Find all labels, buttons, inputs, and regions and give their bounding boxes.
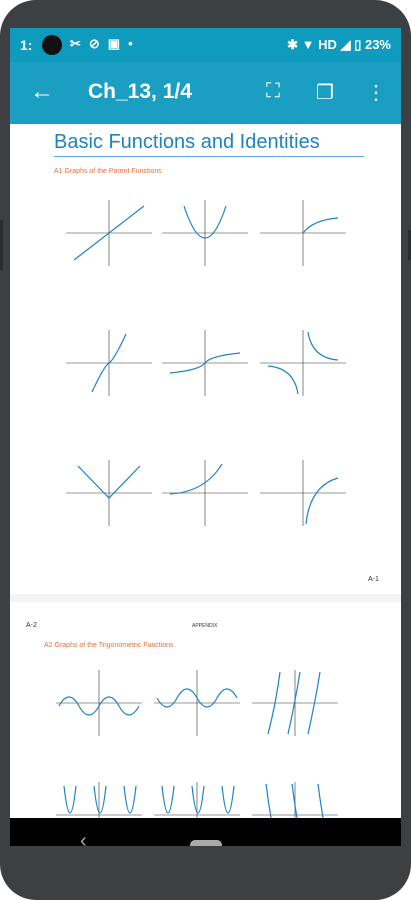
page-number: A-1 <box>368 576 379 583</box>
signal-icon: ◢ <box>340 37 351 52</box>
status-right <box>287 37 391 53</box>
page-heading: Basic Functions and Identities <box>54 131 320 153</box>
status-time: 1: <box>20 37 33 53</box>
app-toolbar <box>10 62 401 124</box>
page1-function-plot <box>64 458 154 528</box>
function-curve <box>306 478 338 524</box>
page2-function-plot <box>250 780 340 818</box>
page2-function-plot <box>152 780 242 818</box>
page1-function-plot <box>160 458 250 528</box>
section-title: A1 Graphs of the Parent Functions <box>54 168 162 175</box>
function-curve <box>266 784 328 818</box>
page2-function-plot <box>54 668 144 738</box>
axes <box>154 670 240 736</box>
page1-function-plot <box>160 328 250 398</box>
wifi-icon: ▼ <box>301 37 315 52</box>
navigation-bar <box>10 818 401 846</box>
page1-function-plot <box>160 198 250 268</box>
page1-function-plot <box>64 198 154 268</box>
page2-function-plot <box>152 668 242 738</box>
notification-icons: ✂⊘▣• <box>70 36 141 51</box>
back-arrow-icon[interactable]: ← <box>30 78 54 105</box>
page1-function-plot <box>258 328 348 398</box>
pdf-page-2 <box>10 602 401 818</box>
axes <box>260 460 346 526</box>
home-pill[interactable] <box>190 840 222 846</box>
nav-back-icon[interactable]: ‹ <box>80 830 87 846</box>
battery-icon: ▯ <box>354 37 362 52</box>
camera-cutout <box>42 35 62 55</box>
page-header: APPENDIX <box>192 623 218 629</box>
fullscreen-icon[interactable]: ⛶ <box>266 80 280 102</box>
heading-rule <box>54 156 364 157</box>
page1-function-plot <box>64 328 154 398</box>
pdf-viewer[interactable] <box>10 124 401 818</box>
page-number: A-2 <box>26 622 37 629</box>
screen <box>10 28 401 846</box>
volume-button <box>0 220 3 270</box>
page1-function-plot <box>258 458 348 528</box>
axes <box>162 200 248 266</box>
axes <box>66 460 152 526</box>
page2-function-plot <box>54 780 144 818</box>
status-bar <box>10 28 401 62</box>
pdf-page-1 <box>10 124 401 594</box>
function-curve <box>170 464 222 494</box>
bookmarks-icon[interactable]: ❐ <box>316 82 334 104</box>
axes <box>252 782 338 818</box>
section-title: A2 Graphs of the Trigonometric Functions <box>44 642 174 649</box>
battery-percent: 23% <box>364 37 391 52</box>
function-curve <box>303 218 338 233</box>
bluetooth-icon: ✱ <box>287 37 299 52</box>
page2-function-plot <box>250 668 340 738</box>
function-curve <box>64 786 136 813</box>
network-label: HD <box>318 37 337 52</box>
page1-function-plot <box>258 198 348 268</box>
axes <box>56 670 142 736</box>
axes <box>260 330 346 396</box>
function-curve <box>162 786 234 813</box>
document-title: Ch_13, 1/4 <box>88 80 192 103</box>
more-options-icon[interactable]: ⋮ <box>366 82 386 104</box>
